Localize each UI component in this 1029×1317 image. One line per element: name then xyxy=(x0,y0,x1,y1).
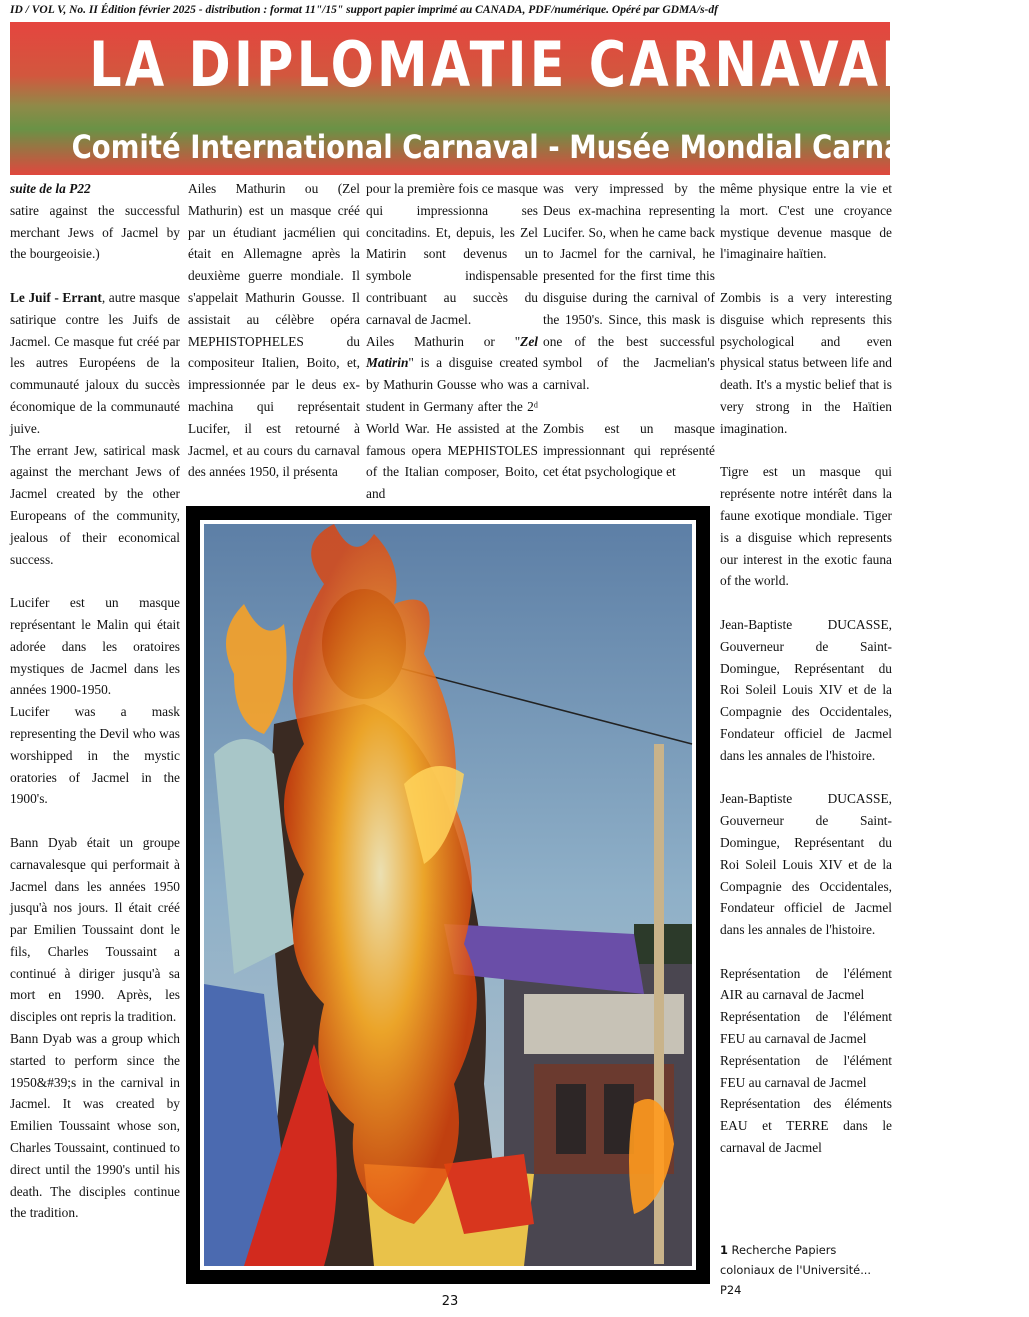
continued-from: suite de la P22 xyxy=(10,181,91,196)
caption: Représentation de l'élément FEU au carnaval de Jacmel xyxy=(720,1052,892,1090)
paragraph xyxy=(10,287,180,440)
paragraph-text: , autre masque satirique contre les Juifs de Jacmel. Ce masque fut créé par les autres Européens de la communauté jaloux du succès économique de la communauté juive. xyxy=(10,289,180,436)
issue-info-line: ID / VOL V, No. II Édition février 2025 - distribution : format 11"/15" support papier imprimé au CANADA, PDF/numérique. Opéré par GDMA/s-df xyxy=(10,4,718,16)
paragraph: Ailes Mathurin ou (Zel Mathurin) est un masque créé par un étudiant jacmélien qui était en Allemagne après la deuxième guerre mondiale. Il s'appelait Mathurin Gousse. Il assistait au célèbre opéra MEPHISTOPHELES du compositeur Italien, Boito, et, impressionnée par le deus ex-machina qui représentait Lucifer, il est retourné à Jacmel, et au cours du carnaval des années 1950, il présenta xyxy=(188,181,360,480)
page-subtitle: Comité International Carnaval - Musée Mondial Carnaval xyxy=(71,128,949,166)
paragraph: satire against the successful merchant Jews of Jacmel by the bourgeoisie.) xyxy=(10,202,180,262)
paragraph: was very impressed by the Deus ex-machina representing Lucifer. So, when he came back to Jacmel for the carnival, he presented for the first time this disguise during the carnival of the 1950's. Since, this mask is one of the best successful symbol of the Jacmelian's carnival. xyxy=(543,181,715,393)
column-4 xyxy=(543,178,715,483)
paragraph: pour la première fois ce masque qui impressionna ses concitadins. Et, depuis, les Zel Matirin sont devenus un symbole indispensable contribuant au succès du carnaval de Jacmel. xyxy=(366,181,538,327)
paragraph: Bann Dyab était un groupe carnavalesque qui performait à Jacmel dans les années 1950 jusqu'à nos jours. Il était créé par Emilien Toussaint dont le fils, Charles Toussaint a continué à diriger jusqu'à sa mort en 1990. Après, les disciples ont repris la tradition. xyxy=(10,834,180,1025)
paragraph: Zombis is a very interesting disguise which represents this psychological and even physical status between life and death. It's a mystic belief that is very strong in the Haïtien imagination. xyxy=(720,289,892,436)
column-5 xyxy=(720,178,892,1159)
paragraph: Lucifer was a mask representing the Devil who was worshipped in the mystic oratories of Jacmel in the 1900's. xyxy=(10,704,180,807)
paragraph xyxy=(366,331,538,505)
caption: Représentation des éléments EAU et TERRE dans le carnaval de Jacmel xyxy=(720,1096,892,1156)
photo-frame xyxy=(186,506,710,1284)
paragraph: Jean-Baptiste DUCASSE, Gouverneur de Saint-Domingue, Représentant du Roi Soleil Louis XIV et de la Compagnie des Occidentales, Fondateur officiel de Jacmel dans les annales de l'histoire. xyxy=(720,616,892,763)
paragraph: Lucifer est un masque représentant le Malin qui était adorée dans les oratoires mystiques de Jacmel dans les années 1900-1950. xyxy=(10,595,180,698)
term-zel-matirin: Zel Matirin xyxy=(366,333,538,371)
column-3 xyxy=(366,178,538,505)
paragraph: même physique entre la vie et la mort. C'est une croyance mystique devenue masque de l'imaginaire haïtien. xyxy=(720,181,892,262)
page-title: LA DIPLOMATIE CARNAVAL OU xyxy=(89,28,1029,101)
burning-effigy-photo xyxy=(204,524,692,1266)
caption: Représentation de l'élément FEU au carnaval de Jacmel xyxy=(720,1009,892,1047)
term-juif-errant: Le Juif - Errant xyxy=(10,289,102,305)
paragraph: Tigre est un masque qui représente notre intérêt dans la faune exotique mondiale. Tiger is a disguise which represents our interest in the exotic fauna of the world. xyxy=(720,464,892,589)
paragraph-text: " is a disguise created by Mathurin Gousse who was a student in Germany after the 2ᵈ World War. He assisted at the famous opera MEPHISTOLES of the Italian composer, Boito, and xyxy=(366,355,538,502)
caption: Représentation de l'élément AIR au carnaval de Jacmel xyxy=(720,965,892,1003)
paragraph: Zombis est un masque impressionnant qui représenté cet état psychologique et xyxy=(543,420,715,480)
column-2 xyxy=(188,178,360,483)
photo-mat xyxy=(200,520,696,1270)
paragraph: The errant Jew, satirical mask against the merchant Jews of Jacmel created by the other Europeans of the community, jealous of their economical success. xyxy=(10,442,180,567)
paragraph: Bann Dyab was a group which started to perform since the 1950&#39;s in the carnival in Jacmel. It was created by Emilien Toussaint whose son, Charles Toussaint, continued to direct until the 1990's until his death. The disciples continue the tradition. xyxy=(10,1031,180,1221)
column-1 xyxy=(10,178,180,1224)
footnote xyxy=(720,1240,892,1300)
paragraph-text: Ailes Mathurin or " xyxy=(366,333,521,349)
page-number: 23 xyxy=(441,1294,459,1309)
footnote-number: 1 xyxy=(720,1243,728,1257)
title-banner xyxy=(10,22,1029,175)
footnote-text: Recherche Papiers coloniaux de l'Université... P24 xyxy=(720,1243,872,1297)
paragraph: Jean-Baptiste DUCASSE, Gouverneur de Saint-Domingue, Représentant du Roi Soleil Louis XIV et de la Compagnie des Occidentales, Fondateur officiel de Jacmel dans les annales de l'histoire. xyxy=(720,791,892,938)
